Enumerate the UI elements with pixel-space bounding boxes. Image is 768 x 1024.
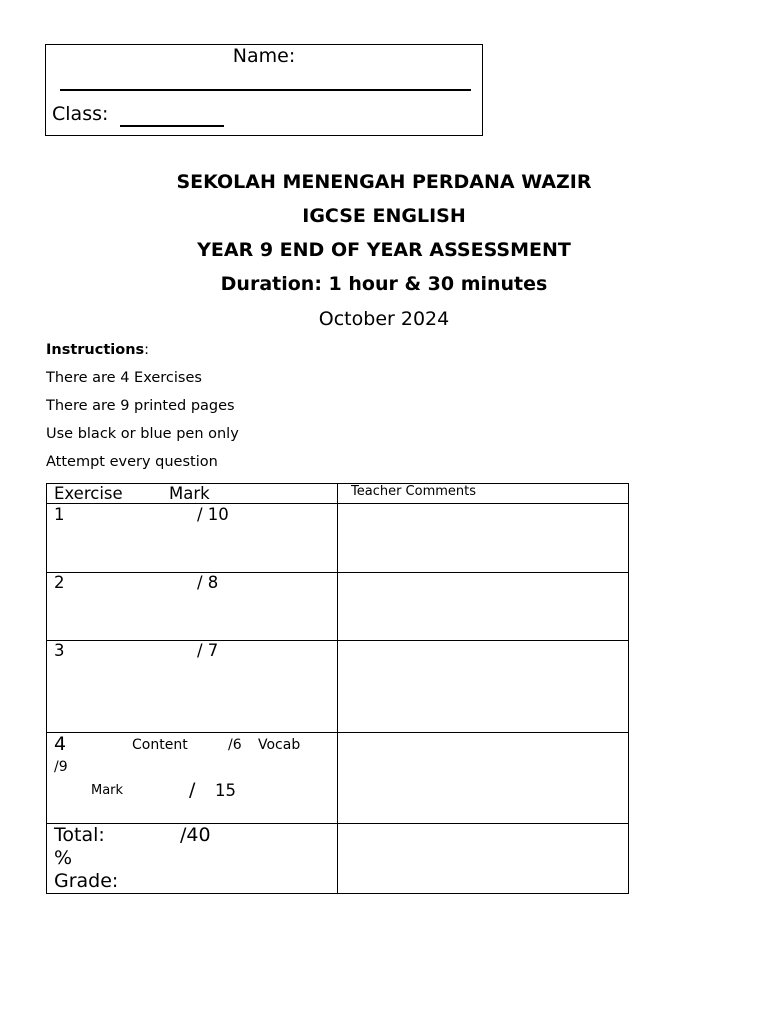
exercise-mark: / 7 bbox=[197, 641, 219, 660]
exercise-number: 1 bbox=[54, 505, 65, 524]
exercise-cell bbox=[47, 573, 338, 641]
instruction-line: Attempt every question bbox=[46, 454, 218, 470]
marks-table bbox=[46, 483, 629, 894]
instruction-line: There are 4 Exercises bbox=[46, 370, 202, 386]
class-label: Class: bbox=[52, 103, 109, 125]
total-label: Total: bbox=[54, 824, 105, 846]
comment-cell[interactable] bbox=[338, 573, 629, 641]
table-row bbox=[47, 504, 629, 573]
vocab-mark: /9 bbox=[54, 759, 68, 775]
class-write-line[interactable] bbox=[120, 125, 224, 127]
name-class-box bbox=[45, 44, 483, 136]
exercise-number: 2 bbox=[54, 573, 65, 592]
comment-cell[interactable] bbox=[338, 733, 629, 824]
exercise-number: 3 bbox=[54, 641, 65, 660]
exercise-mark: / 8 bbox=[197, 573, 219, 592]
table-row bbox=[47, 573, 629, 641]
name-write-line[interactable] bbox=[60, 89, 471, 91]
instructions-heading-colon: : bbox=[144, 342, 150, 358]
exercise-cell bbox=[47, 641, 338, 733]
percent-label: % bbox=[54, 847, 73, 869]
instruction-line: Use black or blue pen only bbox=[46, 426, 239, 442]
total-mark: /40 bbox=[180, 824, 211, 846]
vocab-label: Vocab bbox=[258, 737, 301, 753]
duration-text: Duration: 1 hour & 30 minutes bbox=[220, 273, 548, 295]
header-mark: Mark bbox=[169, 484, 210, 503]
table-row bbox=[47, 641, 629, 733]
name-label: Name: bbox=[232, 45, 296, 67]
instructions-heading-label: Instructions bbox=[46, 342, 145, 358]
exercise-cell bbox=[47, 733, 338, 824]
school-name: SEKOLAH MENENGAH PERDANA WAZIR bbox=[176, 171, 592, 193]
mark-slash: / bbox=[189, 779, 196, 801]
content-mark: /6 bbox=[228, 737, 242, 753]
subject-title: IGCSE ENGLISH bbox=[302, 205, 466, 227]
date-text: October 2024 bbox=[318, 308, 450, 330]
table-header-row bbox=[47, 484, 629, 504]
header-teacher-comments: Teacher Comments bbox=[351, 484, 477, 499]
instructions-heading bbox=[46, 341, 149, 359]
comment-cell[interactable] bbox=[338, 504, 629, 573]
exercise-mark: / 10 bbox=[197, 505, 229, 524]
table-row bbox=[47, 733, 629, 824]
header-exercise: Exercise bbox=[54, 484, 123, 503]
header-exercise-mark-cell bbox=[47, 484, 338, 504]
exercise-number: 4 bbox=[54, 733, 67, 755]
comment-cell[interactable] bbox=[338, 641, 629, 733]
exercise-cell bbox=[47, 504, 338, 573]
assessment-title: YEAR 9 END OF YEAR ASSESSMENT bbox=[197, 239, 571, 261]
grade-label: Grade: bbox=[54, 870, 119, 892]
table-row-total bbox=[47, 824, 629, 894]
header-comments-cell bbox=[338, 484, 629, 504]
mark-label: Mark bbox=[91, 783, 124, 798]
instruction-line: There are 9 printed pages bbox=[46, 398, 235, 414]
comment-cell[interactable] bbox=[338, 824, 629, 894]
mark-total: 15 bbox=[215, 781, 236, 800]
content-label: Content bbox=[132, 737, 188, 753]
total-cell bbox=[47, 824, 338, 894]
